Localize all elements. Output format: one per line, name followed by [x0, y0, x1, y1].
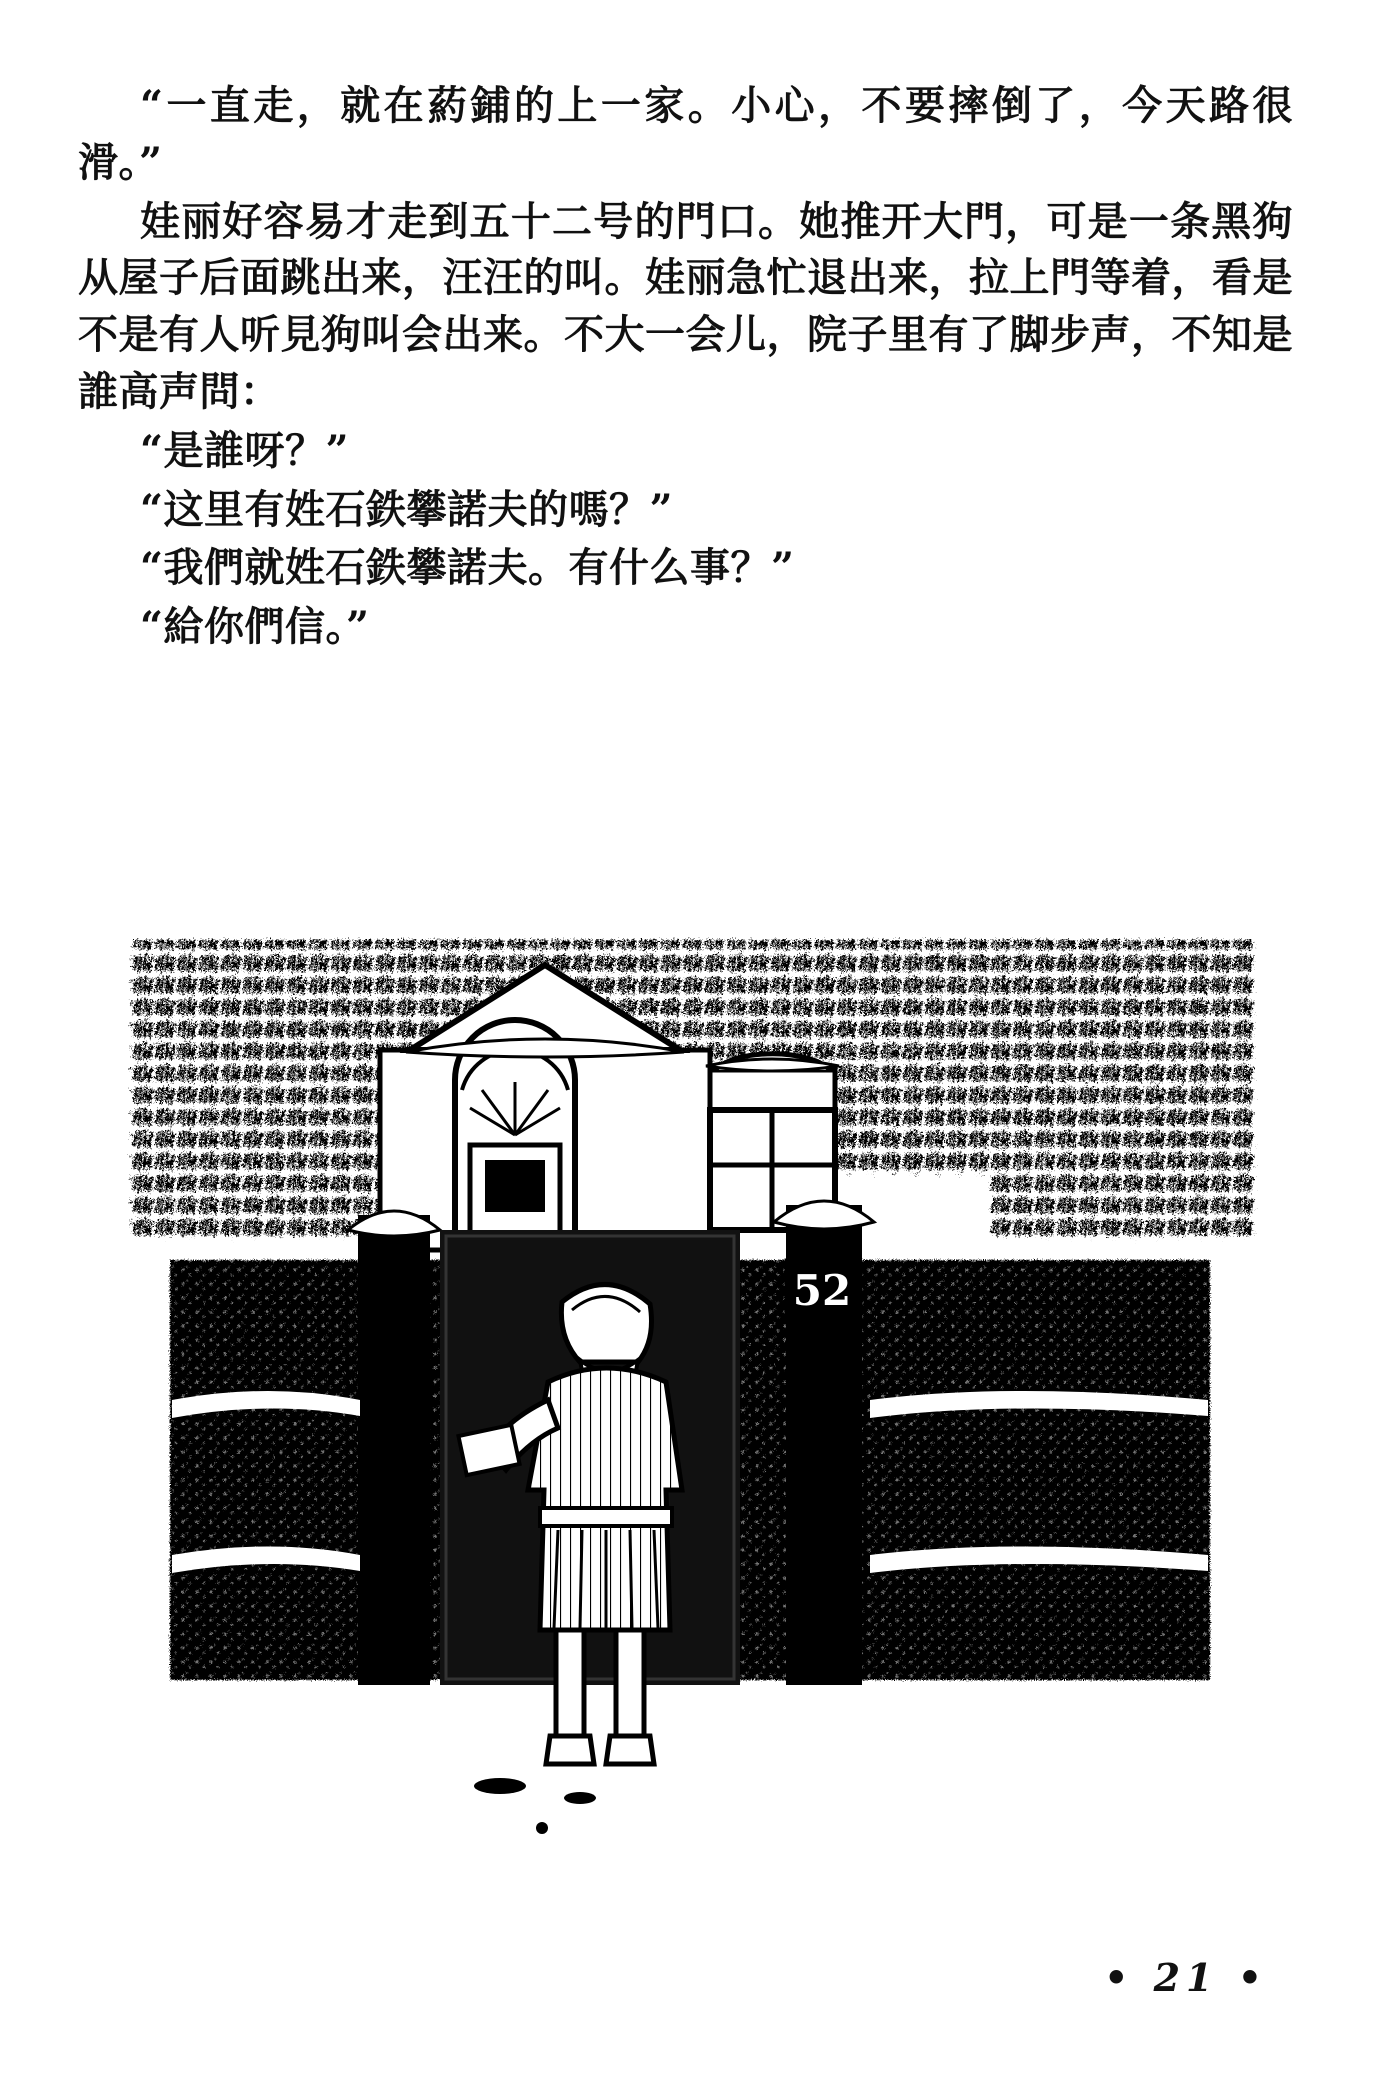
paragraph-4: “这里有姓石鉄攀諾夫的嗎？” [140, 485, 674, 533]
paragraph-5: “我們就姓石鉄攀諾夫。有什么事？” [140, 544, 795, 592]
house-number-text: 52 [792, 1266, 852, 1315]
illustration [110, 930, 1275, 1860]
house-number-plate [786, 1260, 858, 1318]
girl-at-gate-illustration [110, 930, 1275, 1860]
paragraph-1: “一直走，就在葯鋪的上一家。小心，不要摔倒了，今天路很滑。” [78, 82, 1293, 186]
paragraph-6: “給你們信。” [140, 603, 370, 651]
body-text [78, 78, 1293, 658]
gate-post-left [348, 1211, 440, 1685]
paragraph-2: 娃丽好容易才走到五十二号的門口。她推开大門，可是一条黑狗从屋子后面跳出来，汪汪的叫。娃丽急忙退出来，拉上門等着，看是不是有人听見狗叫会出来。不大一会儿，院子里有了脚步声，不知是誰高声問： [78, 197, 1293, 415]
page-number: • 21 • [1104, 1955, 1268, 2000]
paragraph-3: “是誰呀？” [140, 426, 350, 474]
